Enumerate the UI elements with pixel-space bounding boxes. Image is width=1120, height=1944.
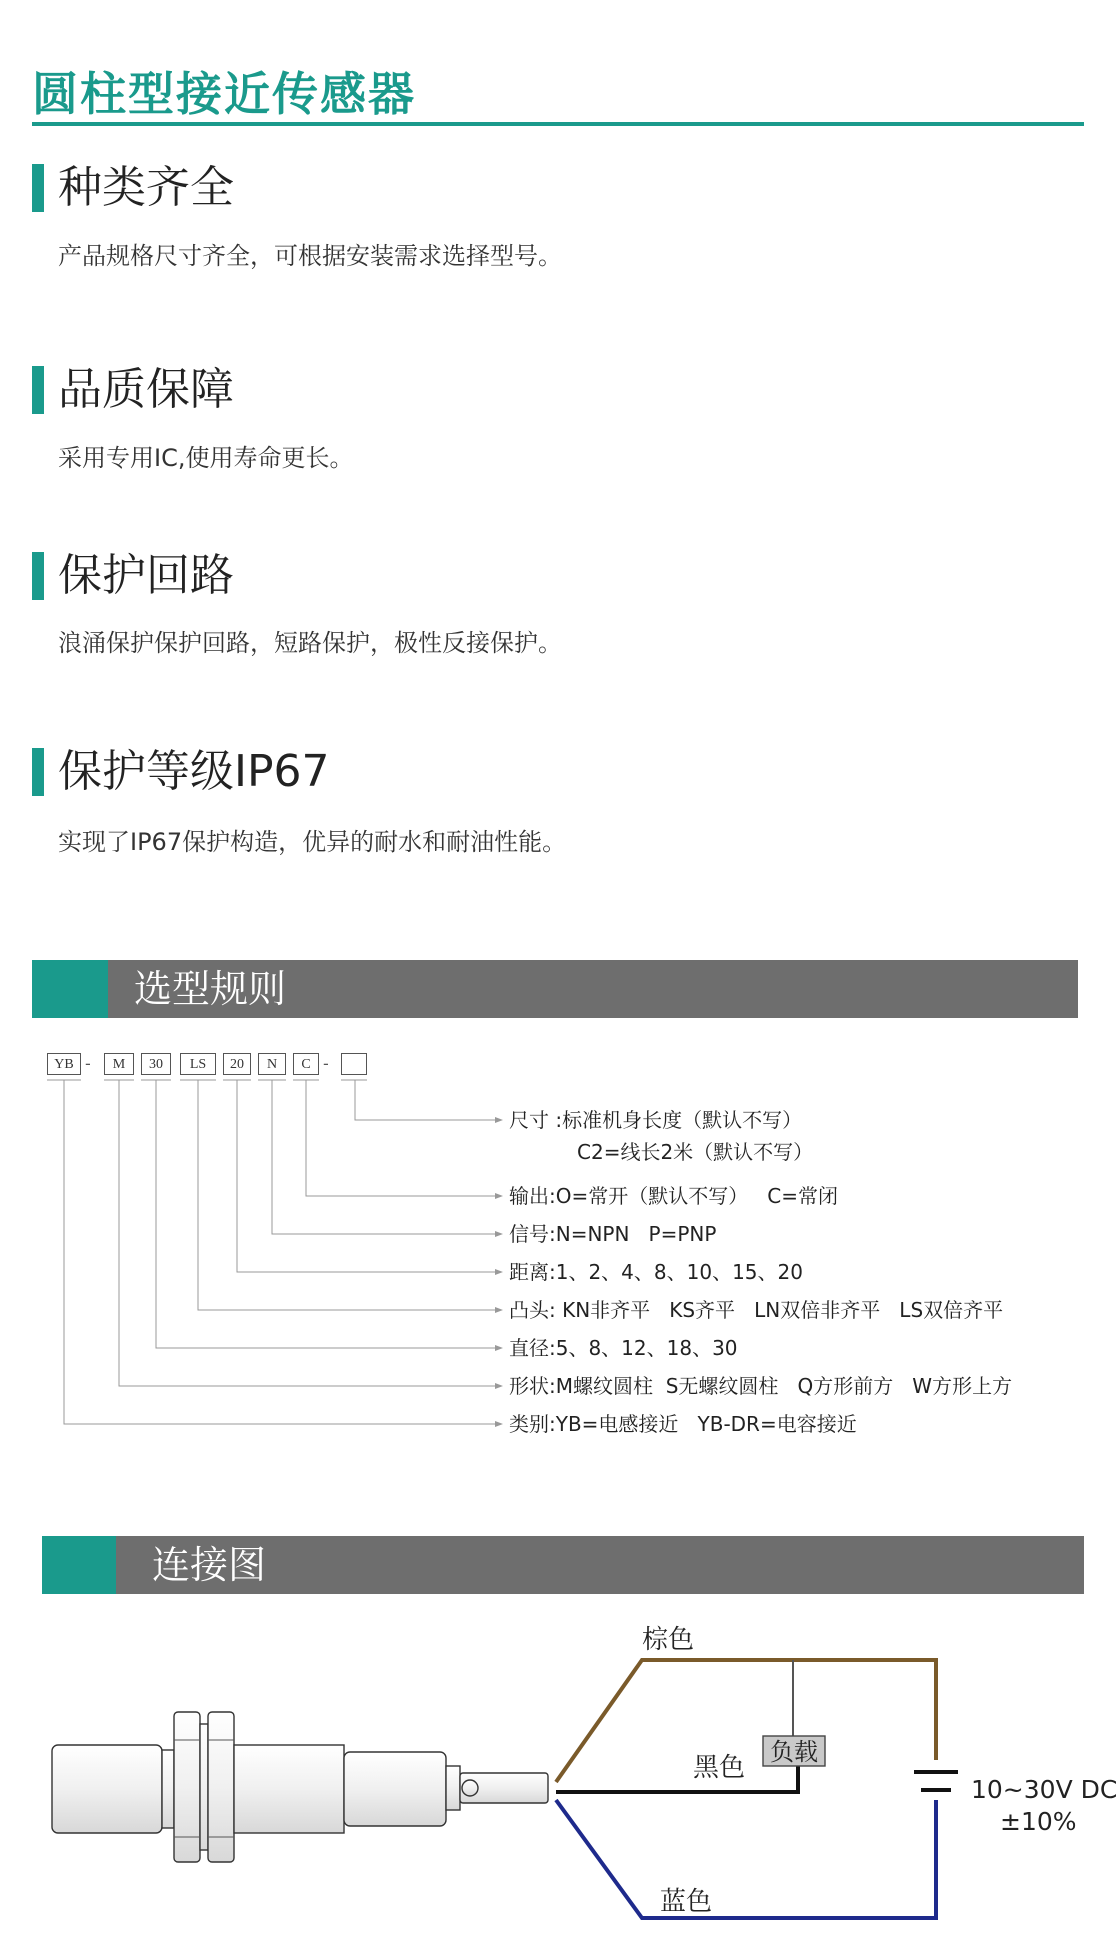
section-body: 浪涌保护保护回路，短路保护，极性反接保护。 — [58, 629, 562, 657]
label-black: 黑色 — [693, 1753, 746, 1783]
code-dash: - — [85, 1054, 91, 1073]
band-title: 连接图 — [152, 1543, 267, 1587]
rule-output: 输出:O=常开（默认不写） C=常闭 — [509, 1184, 839, 1208]
label-supply-tolerance: ±10% — [1000, 1807, 1077, 1836]
wire-black — [556, 1764, 798, 1792]
code-dash: - — [323, 1054, 329, 1073]
code-box-head: LS — [180, 1053, 216, 1075]
wire-brown — [556, 1660, 936, 1782]
rule-size: 尺寸 :标准机身长度（默认不写） — [509, 1108, 803, 1132]
section-body: 产品规格尺寸齐全，可根据安装需求选择型号。 — [58, 242, 562, 270]
code-box-signal: N — [258, 1053, 286, 1075]
section-heading: 品质保障 — [58, 364, 234, 415]
page-title: 圆柱型接近传感器 — [32, 67, 416, 121]
label-load: 负载 — [770, 1738, 818, 1766]
section-heading: 种类齐全 — [58, 162, 234, 213]
code-box-diameter: 30 — [141, 1053, 171, 1075]
rule-cable: C2=线长2米（默认不写） — [577, 1140, 814, 1164]
label-blue: 蓝色 — [660, 1887, 713, 1917]
code-box-category: YB — [47, 1053, 81, 1075]
label-brown: 棕色 — [642, 1625, 695, 1655]
wire-blue — [556, 1800, 936, 1918]
section-body: 采用专用IC,使用寿命更长。 — [58, 444, 354, 472]
section-body: 实现了IP67保护构造，优异的耐水和耐油性能。 — [58, 828, 567, 856]
label-supply-voltage: 10~30V DC — [971, 1775, 1118, 1804]
rule-head: 凸头: KN非齐平 KS齐平 LN双倍非齐平 LS双倍齐平 — [509, 1298, 1004, 1322]
section-heading: 保护回路 — [58, 550, 234, 601]
section-heading: 保护等级IP67 — [58, 746, 330, 797]
rule-category: 类别:YB=电感接近 YB-DR=电容接近 — [509, 1412, 857, 1436]
code-box-shape: M — [104, 1053, 134, 1075]
code-box-distance: 20 — [223, 1053, 251, 1075]
band-title: 选型规则 — [134, 967, 287, 1011]
sensor-drawing — [52, 1712, 548, 1862]
code-box-output: C — [293, 1053, 319, 1075]
rule-shape: 形状:M螺纹圆柱 S无螺纹圆柱 Q方形前方 W方形上方 — [509, 1374, 1013, 1398]
rule-signal: 信号:N=NPN P=PNP — [509, 1222, 717, 1246]
rule-distance: 距离:1、2、4、8、10、15、20 — [509, 1260, 803, 1284]
rule-diameter: 直径:5、8、12、18、30 — [509, 1336, 738, 1360]
